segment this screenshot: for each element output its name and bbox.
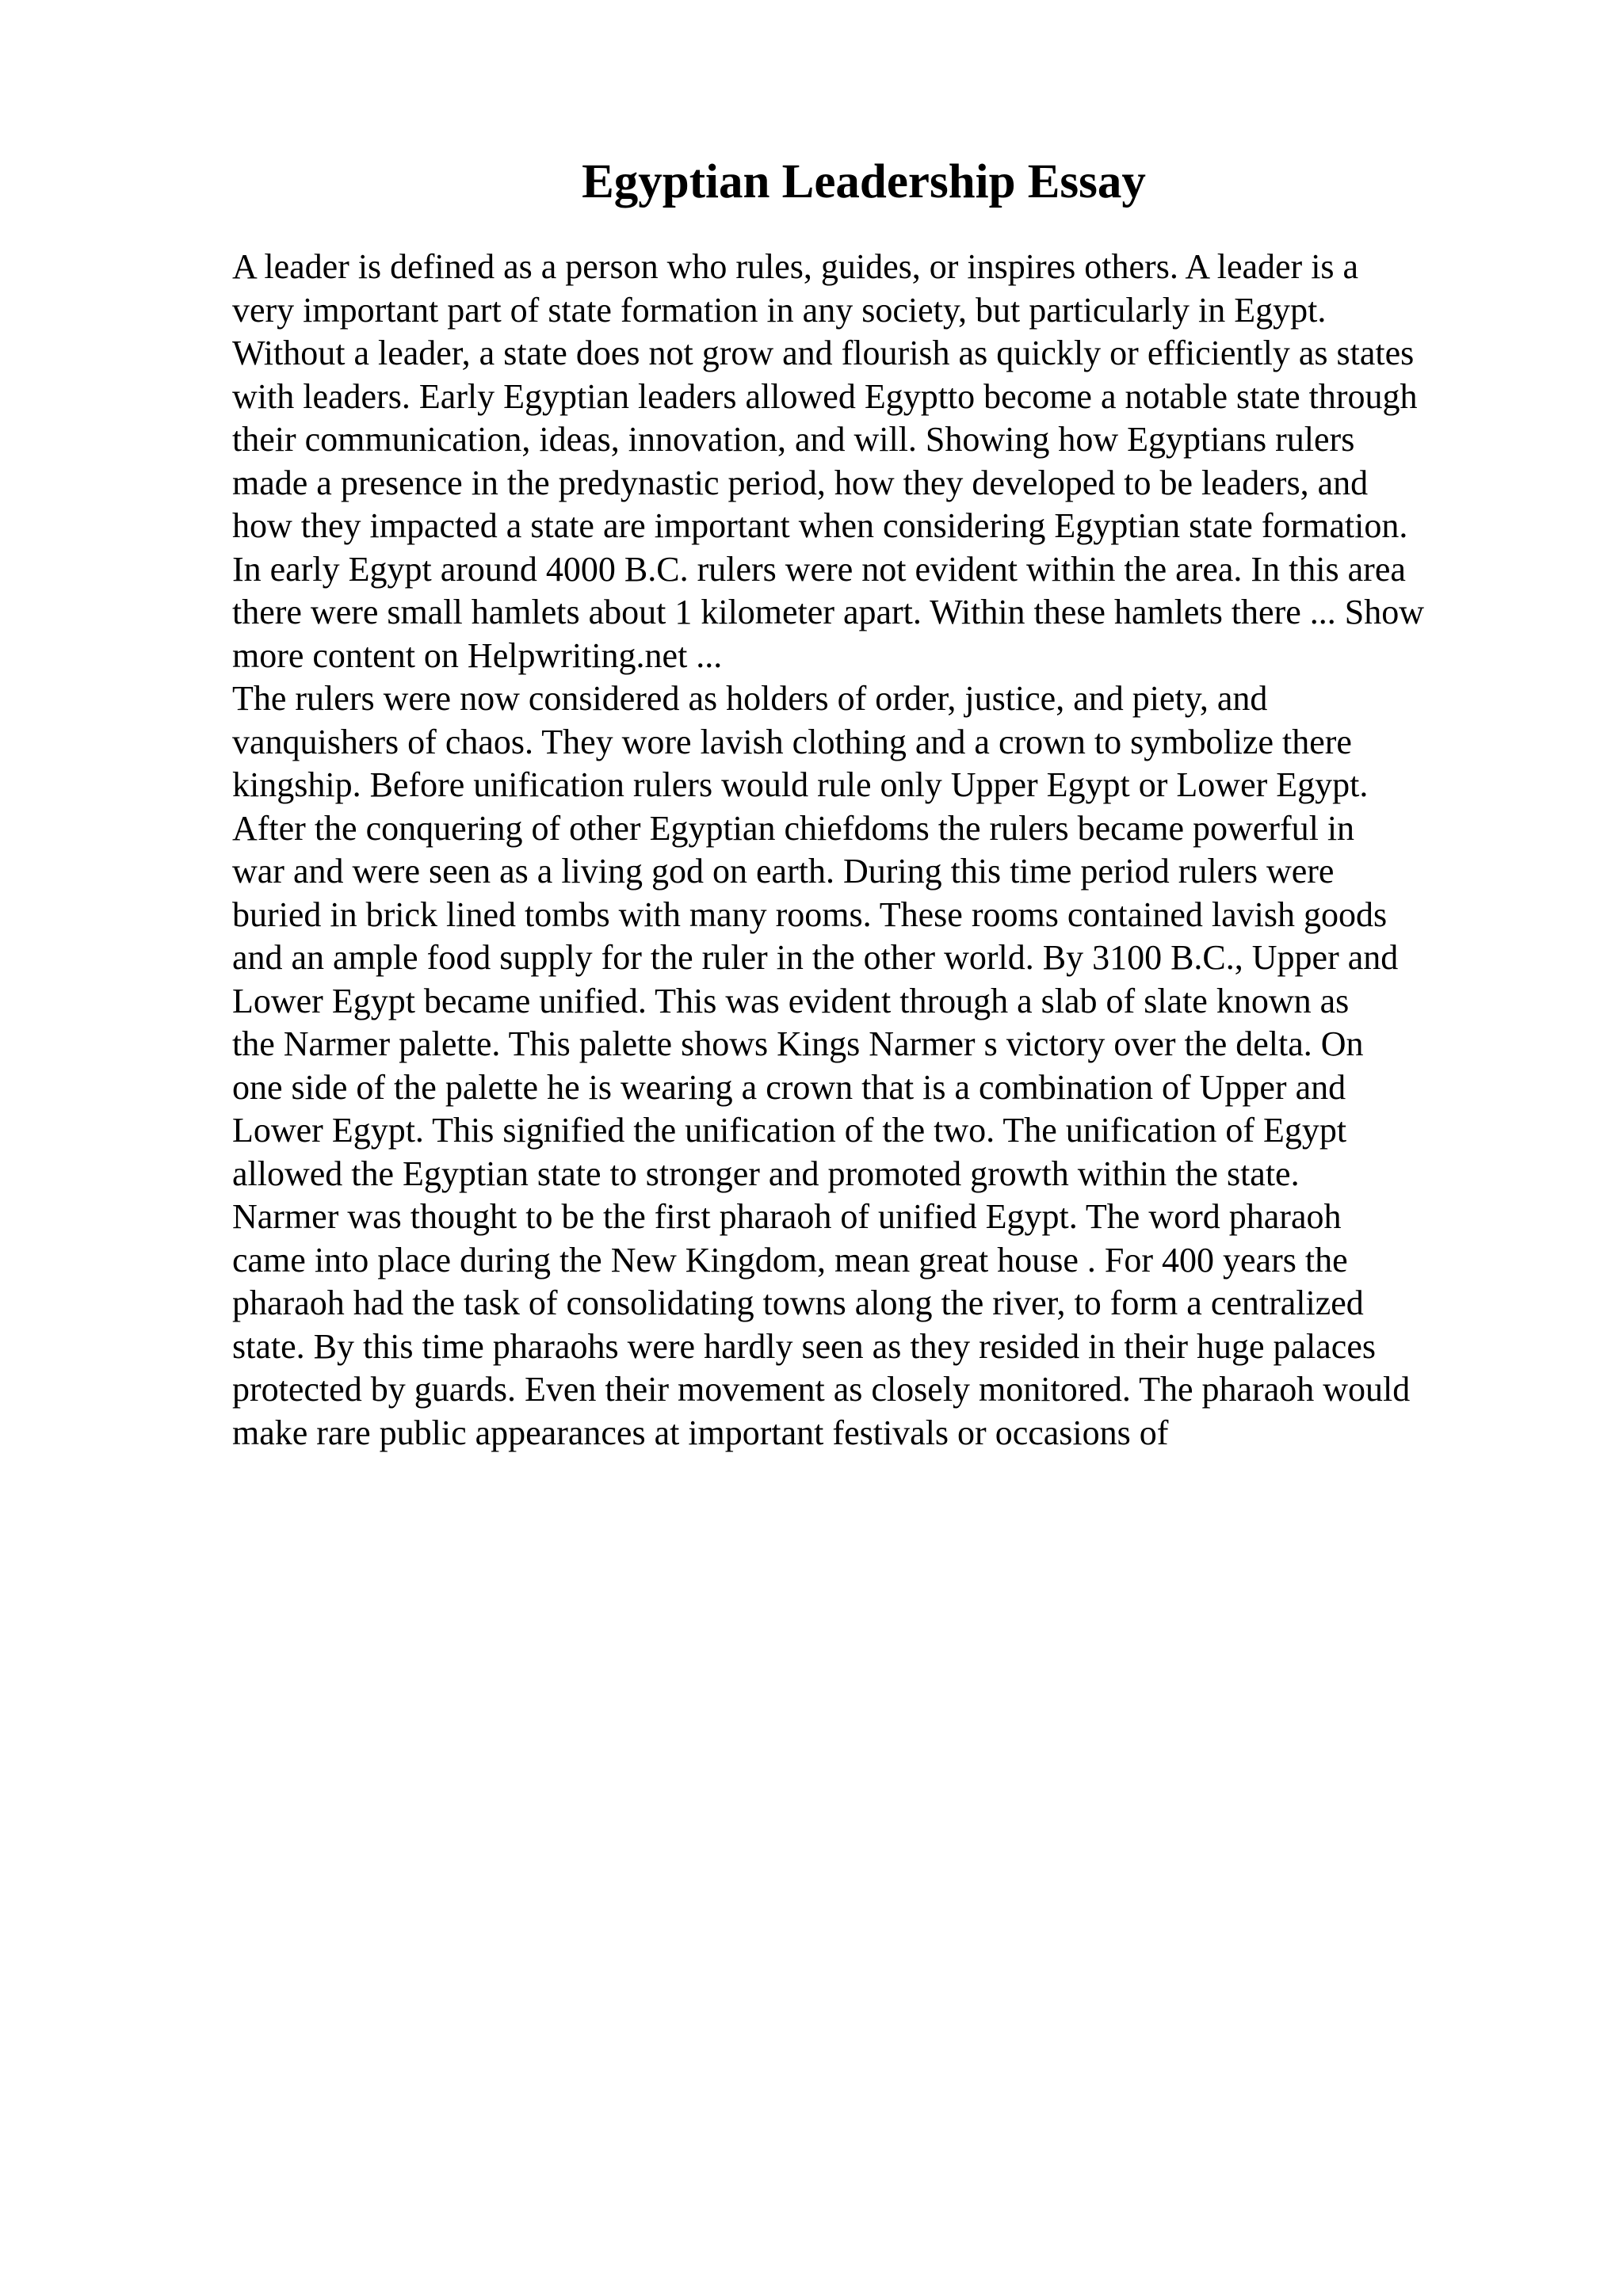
body-line: Lower Egypt. This signified the unification of the two. The unification of Egypt bbox=[232, 1111, 1347, 1150]
body-line: one side of the palette he is wearing a crown that is a combination of Upper and bbox=[232, 1067, 1346, 1107]
body-line: Narmer was thought to be the first pharaoh of unified Egypt. The word pharaoh bbox=[232, 1197, 1342, 1236]
body-line: very important part of state formation in any society, but particularly in Egypt. bbox=[232, 290, 1327, 330]
body-line: make rare public appearances at important festivals or occasions of bbox=[232, 1413, 1169, 1452]
body-line: After the conquering of other Egyptian chiefdoms the rulers became powerful in bbox=[232, 808, 1355, 848]
body-line: made a presence in the predynastic period, how they developed to be leaders, and bbox=[232, 463, 1369, 502]
body-line: more content on Helpwriting.net ... bbox=[232, 635, 723, 675]
body-line: the Narmer palette. This palette shows Kings Narmer s victory over the delta. On bbox=[232, 1024, 1364, 1063]
body-line: war and were seen as a living god on earth. During this time period rulers were bbox=[232, 852, 1335, 891]
body-line: with leaders. Early Egyptian leaders allowed Egyptto become a notable state through bbox=[232, 376, 1418, 416]
body-line: pharaoh had the task of consolidating towns along the river, to form a centralized bbox=[232, 1283, 1364, 1322]
body-line: their communication, ideas, innovation, and will. Showing how Egyptians rulers bbox=[232, 420, 1355, 459]
body-line: kingship. Before unification rulers would rule only Upper Egypt or Lower Egypt. bbox=[232, 765, 1369, 804]
body-line: The rulers were now considered as holders of order, justice, and piety, and bbox=[232, 679, 1268, 718]
body-line: Without a leader, a state does not grow and flourish as quickly or efficiently as states bbox=[232, 334, 1415, 372]
body-line: vanquishers of chaos. They wore lavish clothing and a crown to symbolize there bbox=[232, 722, 1352, 761]
body-line: protected by guards. Even their movement as closely monitored. The pharaoh would bbox=[232, 1370, 1411, 1409]
body-line: In early Egypt around 4000 B.C. rulers were not evident within the area. In this area bbox=[232, 549, 1406, 589]
body-line: state. By this time pharaohs were hardly seen as they resided in their huge palaces bbox=[232, 1326, 1376, 1366]
body-line: Lower Egypt became unified. This was evident through a slab of slate known as bbox=[232, 981, 1350, 1020]
body-line: allowed the Egyptian state to stronger and promoted growth within the state. bbox=[232, 1154, 1300, 1193]
body-line: came into place during the New Kingdom, mean great house . For 400 years the bbox=[232, 1240, 1348, 1280]
body-line: how they impacted a state are important when considering Egyptian state formation. bbox=[232, 506, 1408, 545]
body-line: there were small hamlets about 1 kilometer apart. Within these hamlets there ... Show bbox=[232, 593, 1424, 631]
document-body bbox=[232, 246, 1516, 1455]
body-line: buried in brick lined tombs with many rooms. These rooms contained lavish goods bbox=[232, 894, 1388, 934]
body-line: A leader is defined as a person who rules, guides, or inspires others. A leader is a bbox=[232, 247, 1359, 286]
body-line: and an ample food supply for the ruler in the other world. By 3100 B.C., Upper and bbox=[232, 938, 1399, 977]
document-title: Egyptian Leadership Essay bbox=[582, 155, 1146, 208]
